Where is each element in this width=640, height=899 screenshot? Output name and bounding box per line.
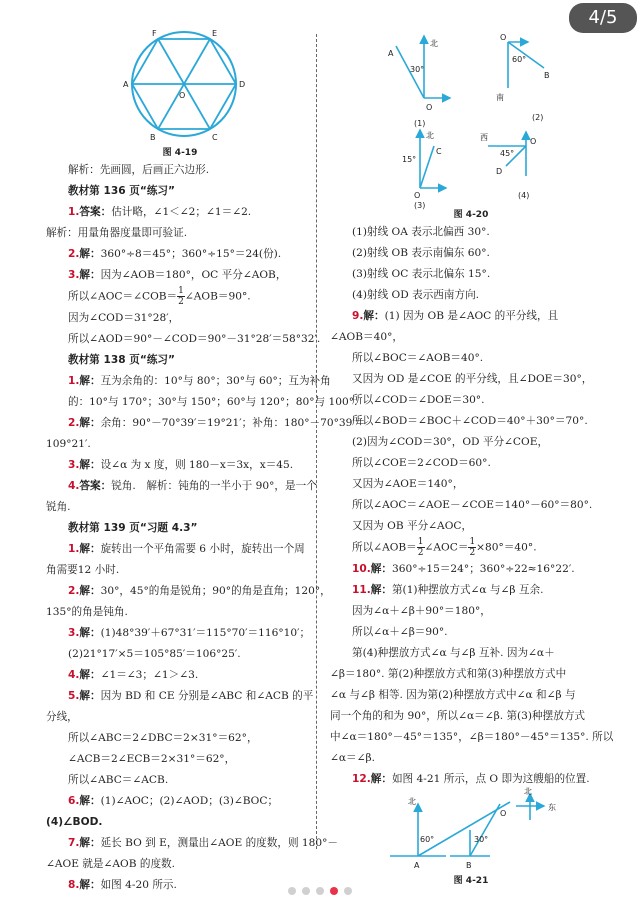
item-text: 延长 BO 到 E，测量出∠AOE 的度数，则 180°－ <box>100 836 339 849</box>
figure-4-20 <box>330 26 612 222</box>
answer-item <box>46 476 317 497</box>
text-line: 又因为 OB 平分∠AOC， <box>352 520 473 532</box>
column-divider <box>316 34 317 849</box>
text-line: 解析：用量角器度量即可验证. <box>46 227 188 239</box>
item-lead: 解： <box>79 836 101 849</box>
text-line: 所以∠AOC＝∠AOE－∠COE＝140°－60°＝80°. <box>352 499 593 511</box>
item-lead: 解： <box>79 878 101 891</box>
answer-item <box>330 559 612 580</box>
text-line: 的：10°与 170°；30°与 150°；60°与 120°；80°与 100°. <box>68 395 358 408</box>
item-text: 锐角. 解析：钝角的一半小于 90°，是一个 <box>111 479 317 492</box>
text-line: (2)射线 OB 表示南偏东 60°. <box>352 247 490 259</box>
item-lead: 解： <box>79 416 101 429</box>
item-text: 如图 4-21 所示，点 O 即为这艘船的位置. <box>391 772 590 785</box>
item-lead: 解： <box>79 626 101 639</box>
item-lead: 答案： <box>79 479 112 492</box>
item-lead: 解： <box>370 562 392 575</box>
svg-text:B: B <box>466 860 472 870</box>
figure-caption: 图 4-19 <box>162 148 198 158</box>
item-lead: 解： <box>79 458 101 471</box>
text-line: (2)因为∠COD＝30°，OD 平分∠COE， <box>352 436 549 448</box>
item-number: 1. <box>68 374 80 387</box>
svg-text:南: 南 <box>496 93 504 102</box>
text-line: 锐角. <box>46 500 71 513</box>
answer-item <box>46 833 339 854</box>
text-line: 135°的角是钝角. <box>46 605 128 618</box>
item-number: 6. <box>68 794 80 807</box>
answer-item <box>46 665 314 686</box>
item-text: 如图 4-20 所示. <box>100 878 177 891</box>
item-lead: 解： <box>79 248 101 260</box>
section-heading: 教材第 136 页“练习” <box>68 185 175 197</box>
item-number: 2. <box>68 416 80 429</box>
item-text: (1)48°39′＋67°31′＝115°70′＝116°10′； <box>100 626 311 639</box>
text-line: (4)∠BOD. <box>46 815 103 828</box>
text-line: (3)射线 OC 表示北偏东 15°. <box>352 268 491 280</box>
item-lead: 解： <box>79 374 101 387</box>
text-line: 所以∠ABC＝∠ACB. <box>68 773 169 786</box>
fraction-numerator: 1 <box>417 537 424 547</box>
svg-text:西: 西 <box>480 133 488 142</box>
svg-text:(1): (1) <box>414 119 426 128</box>
fraction-denominator: 2 <box>417 548 424 558</box>
text-line: ∠α 与∠β 相等. 因为第(2)种摆放方式中∠α 和∠β 与 <box>330 688 576 701</box>
svg-text:(3): (3) <box>414 201 426 210</box>
answer-item <box>46 623 314 644</box>
item-lead: 解： <box>79 542 101 555</box>
text-line: (2)21°17′×5＝105°85′＝106°25′. <box>68 647 241 660</box>
text-line: 又因为∠AOE＝140°， <box>352 478 464 490</box>
answer-item <box>46 202 314 223</box>
text-line: ∠AOE 就是∠AOB 的度数. <box>46 857 176 870</box>
pagination-dot[interactable] <box>330 887 338 895</box>
svg-text:F: F <box>152 29 157 38</box>
fraction-denominator: 2 <box>469 548 476 558</box>
svg-text:45°: 45° <box>500 149 515 158</box>
text-line: 因为∠α＋∠β＋90°＝180°， <box>352 604 491 617</box>
svg-text:A: A <box>414 860 420 870</box>
pagination-dot[interactable] <box>302 887 310 895</box>
item-number: 12. <box>352 772 371 785</box>
text-line: 中∠α＝180°－45°＝135°，∠β＝180°－45°＝135°. 所以 <box>330 730 614 743</box>
fraction-numerator: 1 <box>178 286 184 296</box>
svg-text:北: 北 <box>426 131 434 140</box>
svg-text:C: C <box>212 133 218 142</box>
answer-item <box>46 371 331 392</box>
svg-text:D: D <box>239 80 246 89</box>
item-lead: 解： <box>79 584 101 597</box>
item-lead: 解： <box>370 772 392 785</box>
text-line <box>46 286 314 308</box>
pagination-dot[interactable] <box>288 887 296 895</box>
fraction <box>177 286 185 307</box>
item-text: 30°，45°的角是锐角；90°的角是直角；120°， <box>100 584 331 597</box>
svg-text:A: A <box>388 49 394 58</box>
answer-item <box>330 306 612 327</box>
svg-text:O: O <box>414 191 421 200</box>
item-text: 旋转出一个平角需要 6 小时，旋转出一个周 <box>100 542 305 555</box>
text-line: 角需要12 小时. <box>46 563 120 576</box>
figure-4-19 <box>46 26 314 160</box>
text-line: 第(4)种摆放方式∠α 与∠β 互补. 因为∠α＋ <box>352 646 555 659</box>
item-number: 11. <box>352 583 371 596</box>
right-text-block <box>330 222 612 790</box>
text-line: 所以∠α＋∠β＝90°. <box>352 625 448 638</box>
item-text: 360°÷8＝45°；360°÷15°＝24(份). <box>100 248 282 260</box>
text-line: 解析：先画圆，后画正六边形. <box>68 164 210 176</box>
text-line: ∠AOB＝40°， <box>330 331 403 343</box>
text-line: 因为∠COD＝31°28′， <box>68 311 180 324</box>
svg-text:B: B <box>544 71 550 80</box>
item-lead: 解： <box>79 668 101 681</box>
item-number: 3. <box>68 626 80 639</box>
document-page <box>20 26 620 891</box>
section-heading: 教材第 138 页“练习” <box>68 353 175 366</box>
text-line: (1)射线 OA 表示北偏西 30°. <box>352 226 490 238</box>
svg-text:B: B <box>150 133 156 142</box>
text-line <box>330 537 612 559</box>
svg-text:北: 北 <box>430 39 438 48</box>
item-number: 4. <box>68 479 80 492</box>
svg-text:D: D <box>496 167 503 176</box>
svg-text:30°: 30° <box>474 834 489 844</box>
item-number: 5. <box>68 689 80 702</box>
text-line: 分线， <box>46 710 78 723</box>
svg-text:O: O <box>500 808 507 818</box>
pagination-dots[interactable] <box>0 880 640 892</box>
answer-item <box>46 686 314 707</box>
item-text: 因为 BD 和 CE 分别是∠ABC 和∠ACB 的平 <box>100 689 314 702</box>
svg-text:A: A <box>123 80 129 89</box>
item-text: 余角：90°－70°39′＝19°21′；补角：180°－70°39′＝ <box>100 416 366 429</box>
answer-item <box>46 581 331 602</box>
item-number: 3. <box>68 269 80 281</box>
answer-item <box>46 244 314 265</box>
item-number: 2. <box>68 248 80 260</box>
text-line: 所以∠ABC＝2∠DBC＝2×31°＝62°， <box>68 731 258 744</box>
pagination-dot[interactable] <box>316 887 324 895</box>
text-segment: ×80°＝40°. <box>476 541 537 554</box>
svg-text:东: 东 <box>548 802 556 812</box>
item-lead: 解： <box>79 794 101 807</box>
section-heading: 教材第 139 页“习题 4.3” <box>68 521 198 534</box>
item-number: 3. <box>68 458 80 471</box>
text-line: 所以∠BOC＝∠AOB＝40°. <box>352 352 484 364</box>
item-text: 第(1)种摆放方式∠α 与∠β 互余. <box>391 583 544 596</box>
item-lead: 解： <box>79 689 101 702</box>
item-number: 10. <box>352 562 371 575</box>
svg-text:C: C <box>436 147 442 156</box>
text-segment: ∠AOC＝ <box>424 541 469 554</box>
figure-4-21 <box>330 786 612 888</box>
page-indicator-badge: 4/5 <box>569 3 637 33</box>
svg-text:O: O <box>500 33 507 42</box>
answer-item <box>46 413 366 434</box>
text-line: 所以∠BOD＝∠BOC＋∠COD＝40°＋30°＝70°. <box>352 415 588 427</box>
text-line: 同一个角的和为 90°，所以∠α＝∠β. 第(3)种摆放方式 <box>330 709 586 722</box>
item-number: 2. <box>68 584 80 597</box>
text-line: 又因为 OD 是∠COE 的平分线，且∠DOE＝30°， <box>352 373 593 385</box>
svg-text:北: 北 <box>524 786 532 796</box>
svg-text:60°: 60° <box>420 834 435 844</box>
fraction <box>468 537 476 558</box>
figure-caption: 图 4-21 <box>453 875 489 886</box>
svg-text:15°: 15° <box>402 155 417 164</box>
svg-text:O: O <box>426 103 433 112</box>
answer-item <box>46 265 314 286</box>
svg-text:E: E <box>212 29 218 38</box>
text-segment: 所以∠AOB＝ <box>352 541 417 554</box>
text-segment: ∠AOB＝90°. <box>184 290 251 303</box>
svg-text:(2): (2) <box>532 113 544 122</box>
svg-text:(4): (4) <box>518 191 530 200</box>
item-number: 7. <box>68 836 80 849</box>
svg-text:O: O <box>530 137 537 146</box>
answer-item <box>330 580 612 601</box>
svg-text:60°: 60° <box>512 55 527 64</box>
pagination-dot[interactable] <box>344 887 352 895</box>
item-text: (1) 因为 OB 是∠AOC 的平分线，且 <box>384 310 559 322</box>
figure-caption: 图 4-20 <box>453 210 489 220</box>
svg-text:30°: 30° <box>410 65 425 74</box>
text-line: 所以∠COE＝2∠COD＝60°. <box>352 457 491 469</box>
item-text: 360°÷15＝24°；360°÷22≈16°22′. <box>391 562 575 575</box>
item-text: ∠1＝∠3；∠1＞∠3. <box>100 668 199 681</box>
answer-item <box>46 539 314 560</box>
item-number: 9. <box>352 310 364 322</box>
item-text: (1)∠AOC；(2)∠AOD；(3)∠BOC； <box>100 794 279 807</box>
item-number: 1. <box>68 206 80 218</box>
fraction-numerator: 1 <box>469 537 476 547</box>
text-line: ∠β＝180°. 第(2)种摆放方式和第(3)种摆放方式中 <box>330 667 567 680</box>
item-number: 1. <box>68 542 80 555</box>
answer-item <box>46 791 314 812</box>
text-line: 所以∠COD＝∠DOE＝30°. <box>352 394 485 406</box>
text-line: ∠ACB＝2∠ECB＝2×31°＝62°， <box>68 752 236 765</box>
answer-item <box>330 769 612 790</box>
text-line: 109°21′. <box>46 437 91 450</box>
fraction-denominator: 2 <box>178 297 184 307</box>
text-line: ∠α＝∠β. <box>330 751 375 764</box>
item-text: 互为余角的：10°与 80°；30°与 60°；互为补角 <box>100 374 331 387</box>
item-lead: 解： <box>79 269 101 281</box>
text-line: (4)射线 OD 表示西南方向. <box>352 289 480 301</box>
fraction <box>417 537 425 558</box>
item-number: 8. <box>68 878 80 891</box>
item-text: 设∠α 为 x 度，则 180－x＝3x，x＝45. <box>100 458 294 471</box>
svg-text:北: 北 <box>408 796 416 806</box>
text-line: 所以∠AOD＝90°－∠COD＝90°－31°28′＝58°32′. <box>68 332 321 345</box>
item-number: 4. <box>68 668 80 681</box>
item-lead: 答案： <box>79 206 112 218</box>
right-column <box>330 26 612 888</box>
text-segment: 所以∠AOC＝∠COB＝ <box>68 290 178 303</box>
item-text: 估计略，∠1＜∠2；∠1＝∠2. <box>111 206 252 218</box>
item-lead: 解： <box>363 310 385 322</box>
item-lead: 解： <box>370 583 392 596</box>
item-text: 因为∠AOB＝180°，OC 平分∠AOB， <box>100 269 287 281</box>
svg-text:O: O <box>179 91 186 100</box>
answer-item <box>46 455 314 476</box>
